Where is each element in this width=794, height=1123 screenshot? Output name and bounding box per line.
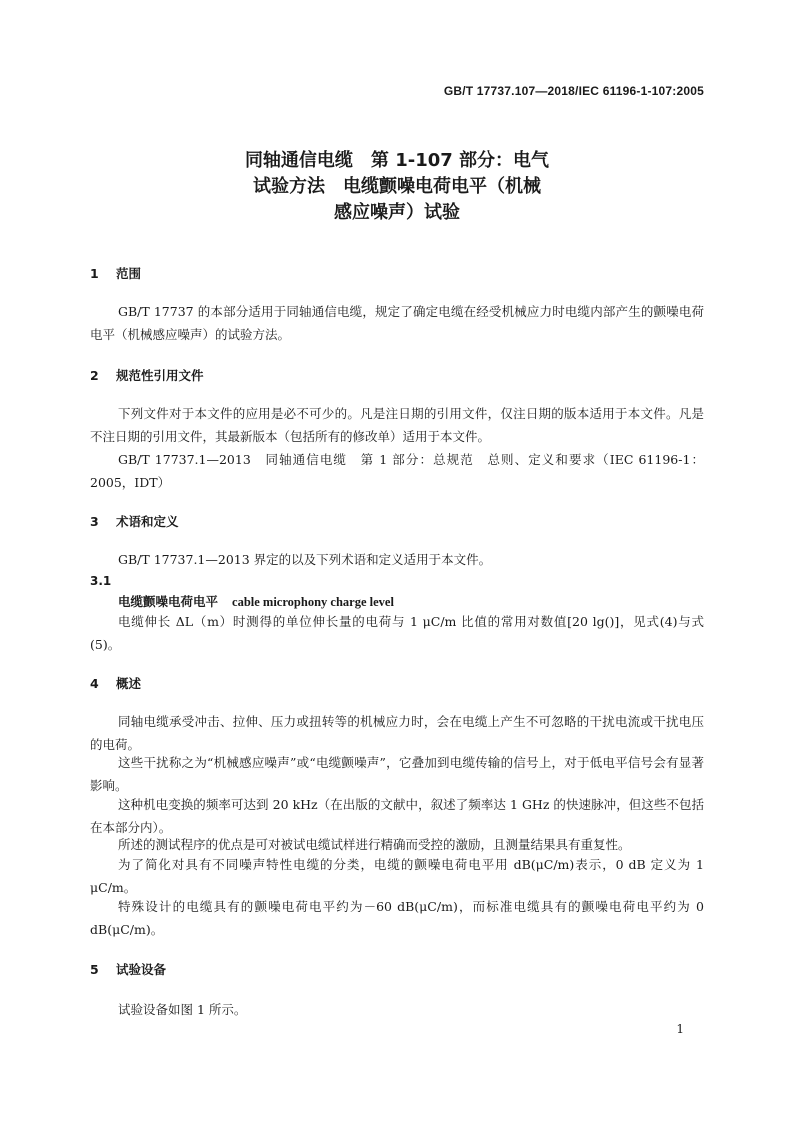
term-number: 3.1 — [90, 574, 112, 588]
standard-code: GB/T 17737.107—2018/IEC 61196-1-107:2005 — [443, 84, 704, 98]
reference-entry: GB/T 17737.1—2013 同轴通信电缆 第 1 部分：总规范 总则、定义和要求（IEC 61196-1：2005，IDT） — [90, 452, 704, 490]
overview-paragraph: 这些干扰称之为“机械感应噪声”或“电缆颤噪声”，它叠加到电缆传输的信号上，对于低电平信号会有显著影响。 — [90, 755, 704, 793]
section-heading-test-equipment — [90, 960, 166, 978]
references-paragraph: 下列文件对于本文件的应用是必不可少的。凡是注日期的引用文件，仅注日期的版本适用于本文件。凡是不注日期的引用文件，其最新版本（包括所有的修改单）适用于本文件。 — [90, 406, 704, 444]
section-number: 4 — [90, 676, 99, 691]
section-title: 试验设备 — [116, 962, 167, 977]
term-chinese: 电缆颤噪电荷电平 — [118, 594, 219, 609]
overview-paragraph: 同轴电缆承受冲击、拉伸、压力或扭转等的机械应力时，会在电缆上产生不可忽略的干扰电流或干扰电压的电荷。 — [90, 714, 704, 752]
overview-paragraph: 为了简化对具有不同噪声特性电缆的分类，电缆的颤噪电荷电平用 dB(μC/m)表示，0 dB 定义为 1 μC/m。 — [90, 857, 704, 895]
scope-paragraph: GB/T 17737 的本部分适用于同轴通信电缆，规定了确定电缆在经受机械应力时电缆内部产生的颤噪电荷电平（机械感应噪声）的试验方法。 — [90, 304, 704, 342]
section-heading-terms — [90, 512, 179, 530]
term-definition: 电缆伸长 ΔL（m）时测得的单位伸长量的电荷与 1 μC/m 比值的常用对数值[20 lg()]，见式(4)与式(5)。 — [90, 614, 704, 652]
section-heading-scope — [90, 264, 141, 282]
section-number: 3 — [90, 514, 99, 529]
section-title: 规范性引用文件 — [116, 368, 204, 383]
section-number: 2 — [90, 368, 99, 383]
section-title: 概述 — [116, 676, 142, 691]
section-heading-normative-references — [90, 366, 204, 384]
test-equipment-paragraph: 试验设备如图 1 所示。 — [118, 1002, 247, 1017]
section-heading-overview — [90, 674, 141, 692]
terms-intro-paragraph: GB/T 17737.1—2013 界定的以及下列术语和定义适用于本文件。 — [118, 552, 492, 567]
overview-paragraph: 这种机电变换的频率可达到 20 kHz（在出版的文献中，叙述了频率达 1 GHz 的快速脉冲，但这些不包括在本部分内）。 — [90, 797, 704, 835]
overview-paragraph: 特殊设计的电缆具有的颤噪电荷电平约为－60 dB(μC/m)，而标准电缆具有的颤噪电荷电平约为 0 dB(μC/m)。 — [90, 899, 704, 937]
title-line-2: 试验方法 电缆颤噪电荷电平（机械 — [253, 176, 541, 197]
title-line-1: 同轴通信电缆 第 1-107 部分：电气 — [244, 150, 550, 171]
term-english: cable microphony charge level — [232, 595, 394, 609]
title-line-3: 感应噪声）试验 — [334, 202, 460, 223]
term-entry — [118, 592, 394, 610]
overview-paragraph: 所述的测试程序的优点是可对被试电缆试样进行精确而受控的激励，且测量结果具有重复性。 — [118, 837, 631, 852]
section-number: 1 — [90, 266, 99, 281]
document-title — [0, 148, 794, 226]
page-number: 1 — [676, 1022, 684, 1036]
section-title: 范围 — [116, 266, 142, 281]
section-title: 术语和定义 — [116, 514, 179, 529]
section-number: 5 — [90, 962, 99, 977]
